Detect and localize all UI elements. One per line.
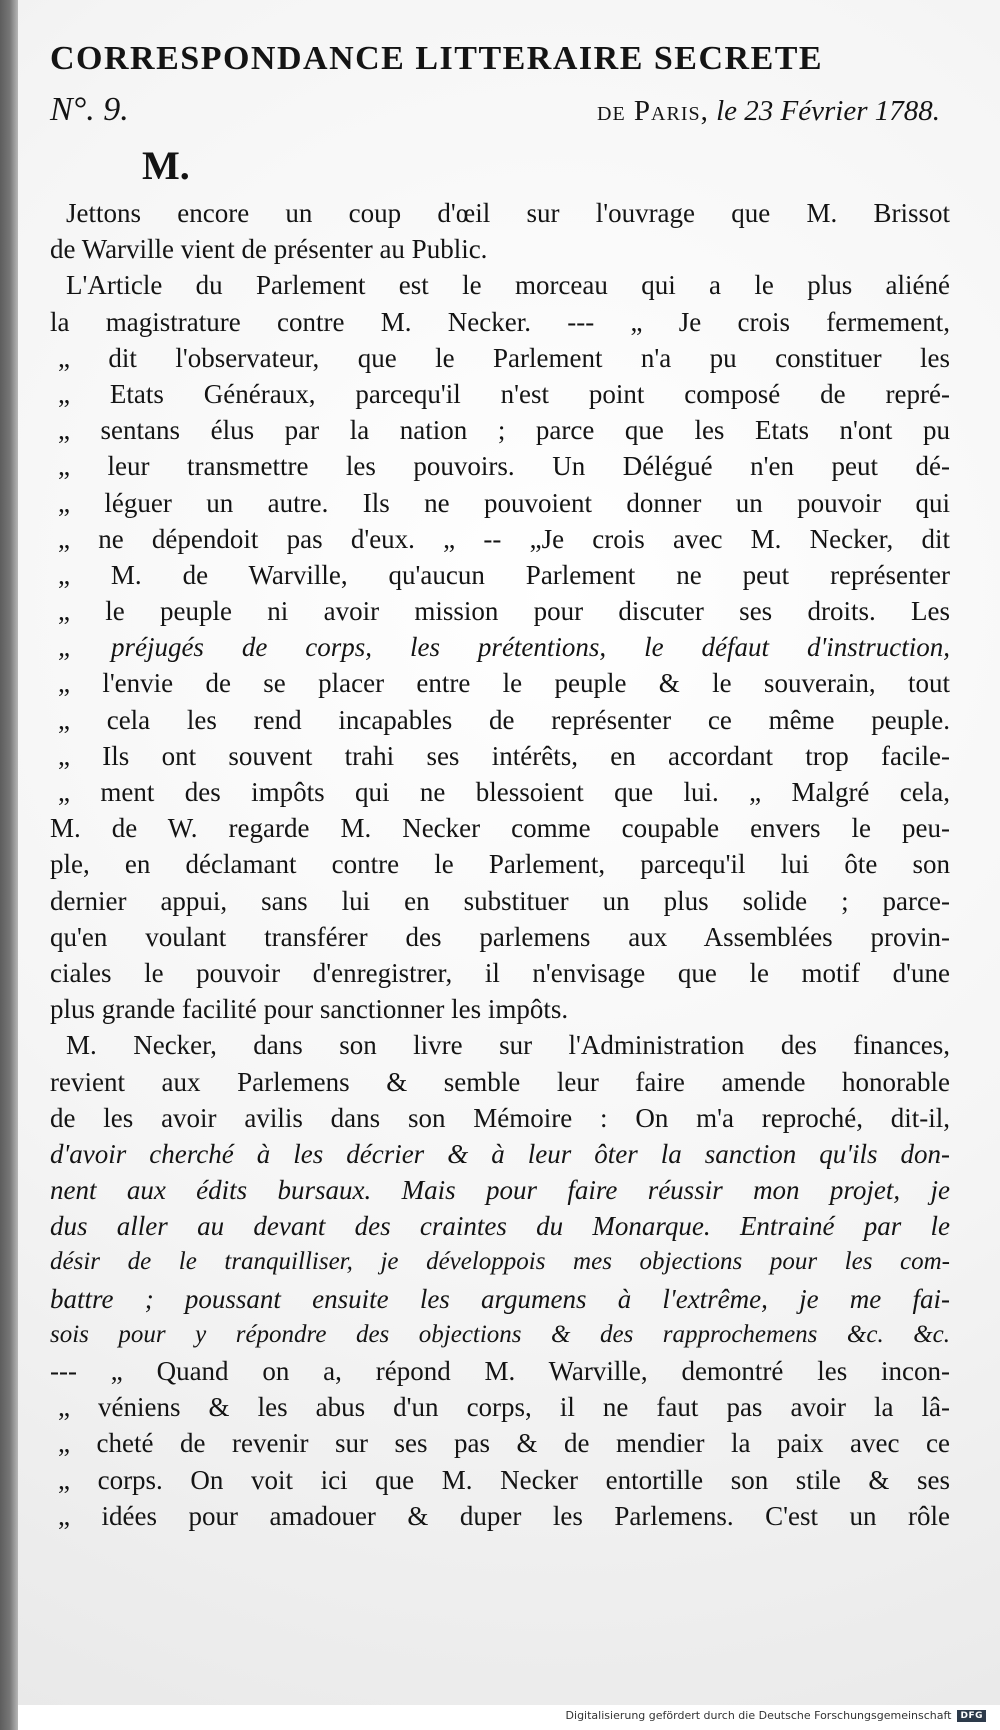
text-line: „ le peuple ni avoir mission pour discuter ses droits. Les <box>58 596 950 627</box>
digitization-credit-text: Digitalisierung gefördert durch die Deutsche Forschungsgemeinschaft <box>565 1709 952 1722</box>
page-binding-edge <box>0 0 18 1730</box>
text-line: „ ne dépendoit pas d'eux. „ -- „Je crois avec M. Necker, dit <box>58 523 950 554</box>
text-line: Jettons encore un coup d'œil sur l'ouvrage que M. Brissot <box>66 198 950 228</box>
text-line: „ cheté de revenir sur ses pas & de mendier la paix avec ce <box>58 1428 950 1459</box>
text-line: „ leur transmettre les pouvoirs. Un Délégué n'en peut dé- <box>58 451 950 482</box>
text-line: qu'en voulant transférer des parlemens aux Assemblées provin- <box>50 921 950 952</box>
text-line: „ l'envie de se placer entre le peuple & le souverain, tout <box>58 668 950 699</box>
text-line: M. Necker, dans son livre sur l'Administration des finances, <box>66 1030 950 1061</box>
text-line: dus aller au devant des craintes du Monarque. Entrainé par le <box>50 1211 950 1242</box>
text-line: „ dit l'observateur, que le Parlement n'a pu constituer les <box>58 342 950 373</box>
digitization-credit <box>562 1707 990 1724</box>
text-line: „ Etats Généraux, parcequ'il n'est point composé de repré- <box>58 378 950 409</box>
text-line: „ ment des impôts qui ne blessoient que lui. „ Malgré cela, <box>58 777 950 807</box>
page-title: CORRESPONDANCE LITTERAIRE SECRETE <box>50 40 824 77</box>
issue-number: N°. 9. <box>50 91 129 128</box>
document-page <box>18 0 1000 1705</box>
text-line: „ idées pour amadouer & duper les Parlemens. C'est un rôle <box>58 1500 950 1531</box>
text-line: nent aux édits bursaux. Mais pour faire réussir mon projet, je <box>50 1175 950 1206</box>
text-line: „ véniens & les abus d'un corps, il ne faut pas avoir la lâ- <box>58 1392 950 1423</box>
text-line: „ corps. On voit ici que M. Necker entortille son stile & ses <box>58 1464 950 1495</box>
text-line: „ M. de Warville, qu'aucun Parlement ne peut représenter <box>58 559 950 590</box>
text-line: „ Ils ont souvent trahi ses intérêts, en accordant trop facile- <box>58 740 950 771</box>
text-line: --- „ Quand on a, répond M. Warville, demontré les incon- <box>50 1356 950 1386</box>
dateline-date: le 23 Février 1788. <box>716 95 940 127</box>
text-line: dernier appui, sans lui en substituer un plus solide ; parce- <box>50 885 950 916</box>
text-line: „ cela les rend incapables de représenter ce même peuple. <box>58 704 950 735</box>
text-line: „ préjugés de corps, les prétentions, le défaut d'instruction, <box>58 632 950 663</box>
text-line: ple, en déclamant contre le Parlement, parcequ'il lui ôte son <box>50 849 950 880</box>
dateline <box>597 91 950 131</box>
text-line: revient aux Parlemens & semble leur faire amende honorable <box>50 1066 950 1097</box>
text-line: M. de W. regarde M. Necker comme coupable envers le peu- <box>50 813 950 844</box>
article-body <box>50 195 950 1534</box>
text-line: la magistrature contre M. Necker. --- „ Je crois fermement, <box>50 306 950 337</box>
dfg-logo: DFG <box>957 1710 986 1722</box>
text-line: battre ; poussant ensuite les argumens à l'extrême, je me fai- <box>50 1283 950 1314</box>
salutation: M. <box>142 143 190 188</box>
text-line: ciales le pouvoir d'enregistrer, il n'envisage que le motif d'une <box>50 957 950 988</box>
text-line: plus grande facilité pour sanctionner les impôts. <box>50 994 569 1025</box>
text-line: de Warville vient de présenter au Public. <box>50 234 488 265</box>
text-line: sois pour y répondre des objections & des rapprochemens &c. &c. <box>50 1320 950 1348</box>
text-line: d'avoir cherché à les décrier & à leur ôter la sanction qu'ils don- <box>50 1138 950 1169</box>
text-line: de les avoir avilis dans son Mémoire : On m'a reproché, dit-il, <box>50 1102 950 1133</box>
text-line: L'Article du Parlement est le morceau qui a le plus aliéné <box>66 270 950 301</box>
text-line: désir de le tranquilliser, je développois mes objections pour les com- <box>50 1248 950 1276</box>
dateline-place: de Paris, <box>597 95 709 127</box>
page-content <box>50 38 950 1534</box>
text-line: „ léguer un autre. Ils ne pouvoient donner un pouvoir qui <box>58 487 950 518</box>
text-line: „ sentans élus par la nation ; parce que les Etats n'ont pu <box>58 415 950 446</box>
header-row <box>50 90 950 131</box>
